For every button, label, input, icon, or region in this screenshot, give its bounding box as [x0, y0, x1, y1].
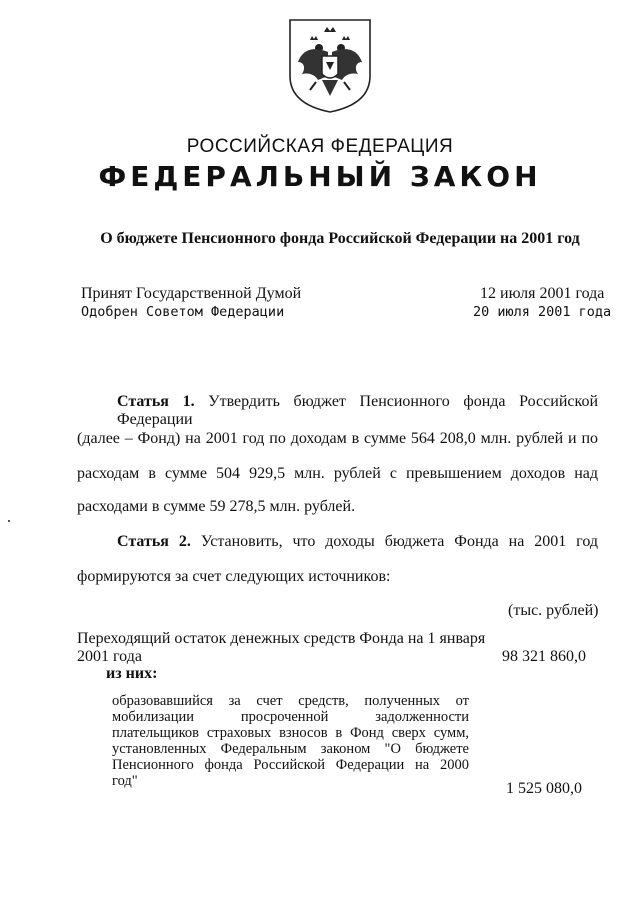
adoption-date-duma: 12 июля 2001 года: [480, 285, 605, 302]
income-item-line-1: Переходящий остаток денежных средств Фонда на 1 января: [77, 630, 486, 647]
subitem-line-1: образовавшийся за счет средств, полученных от: [112, 693, 469, 709]
units-label: (тыс. рублей): [508, 602, 599, 619]
coat-of-arms-emblem: [288, 18, 372, 114]
subitem-line-5: Пенсионного фонда Российской Федерации на 2000: [112, 757, 469, 773]
article-2-text-1: Установить, что доходы бюджета Фонда на 2001 год: [200, 533, 599, 550]
adoption-date-council: 20 июля 2001 года: [473, 304, 612, 320]
article-2-title: Статья 2.: [117, 533, 191, 550]
subitem-line-4: установленных Федеральным законом "О бюджете: [112, 741, 469, 757]
subitem-line-2: мобилизации просроченной задолженности: [112, 709, 469, 725]
article-1-text-1: Утвердить бюджет Пенсионного фонда Российской Федерации: [117, 393, 599, 428]
article-1-line-4: расходами в сумме 59 278,5 млн. рублей.: [77, 498, 356, 515]
scan-mark: [8, 520, 10, 522]
adoption-label-duma: Принят Государственной Думой: [81, 285, 302, 302]
article-2-line-2: формируются за счет следующих источников:: [77, 568, 391, 585]
income-item-line-2: 2001 года: [77, 648, 142, 665]
article-1-title: Статья 1.: [117, 393, 195, 410]
article-2-line-1: [117, 533, 598, 551]
income-item-amount: 98 321 860,0: [502, 648, 586, 665]
of-which-label: из них:: [106, 665, 158, 682]
subitem-line-3: плательщиков страховых взносов в Фонд сверх сумм,: [112, 725, 469, 741]
country-name: РОССИЙСКАЯ ФЕДЕРАЦИЯ: [186, 136, 454, 157]
adoption-label-council: Одобрен Советом Федерации: [81, 304, 285, 320]
subitem-line-6: год": [112, 773, 138, 789]
article-1-line-3: расходам в сумме 504 929,5 млн. рублей с превышением доходов над: [77, 465, 598, 482]
article-1-line-1: [117, 393, 598, 429]
document-type-heading: ФЕДЕРАЛЬНЫЙ ЗАКОН: [98, 160, 542, 193]
subitem-amount: 1 525 080,0: [506, 780, 582, 797]
law-title: О бюджете Пенсионного фонда Российской Федерации на 2001 год: [100, 230, 580, 247]
article-1-line-2: (далее – Фонд) на 2001 год по доходам в сумме 564 208,0 млн. рублей и по: [77, 430, 598, 447]
